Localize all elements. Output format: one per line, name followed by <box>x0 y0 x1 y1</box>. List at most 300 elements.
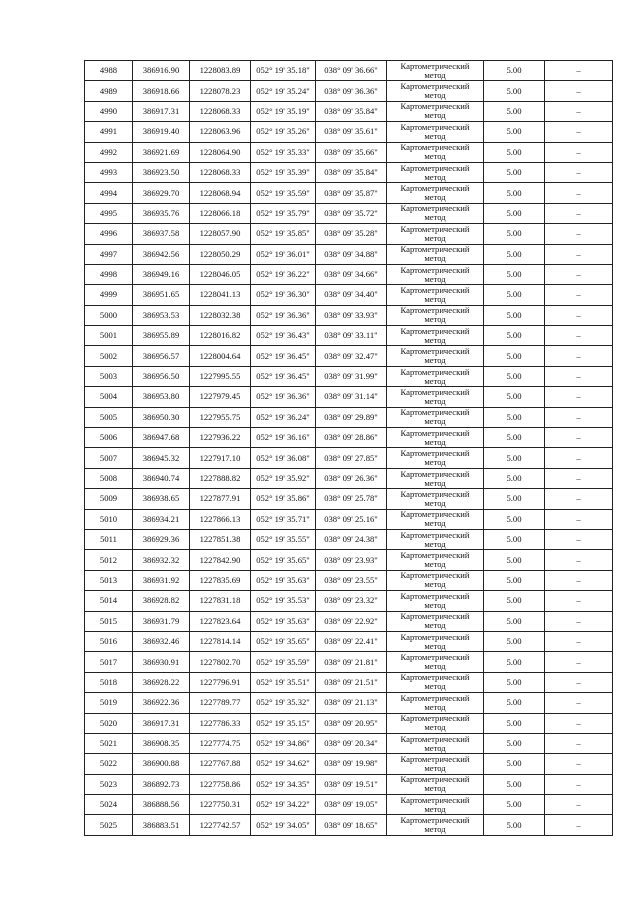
coordinates-table <box>84 60 613 836</box>
longitude-cell: 038° 09' 31.99" <box>316 366 387 386</box>
accuracy-cell: 5.00 <box>484 122 545 142</box>
y-coordinate-cell: 1227842.90 <box>190 550 251 570</box>
description-cell: – <box>545 203 613 223</box>
method-cell <box>387 224 484 244</box>
method-cell <box>387 81 484 101</box>
point-number-cell: 5004 <box>85 387 133 407</box>
longitude-cell: 038° 09' 35.28" <box>316 224 387 244</box>
table-row <box>85 387 613 407</box>
method-line-1: Картометрический <box>400 448 470 459</box>
table-row <box>85 162 613 182</box>
method-line-2: метод <box>424 824 446 835</box>
description-cell: – <box>545 754 613 774</box>
latitude-cell: 052° 19' 34.62" <box>251 754 316 774</box>
latitude-cell: 052° 19' 35.63" <box>251 611 316 631</box>
point-number-cell: 5000 <box>85 305 133 325</box>
method-line-2: метод <box>424 130 446 141</box>
y-coordinate-cell: 1227742.57 <box>190 815 251 835</box>
x-coordinate-cell: 386956.57 <box>133 346 190 366</box>
latitude-cell: 052° 19' 36.16" <box>251 428 316 448</box>
accuracy-cell: 5.00 <box>484 183 545 203</box>
latitude-cell: 052° 19' 36.36" <box>251 305 316 325</box>
longitude-cell: 038° 09' 34.66" <box>316 264 387 284</box>
description-cell: – <box>545 672 613 692</box>
x-coordinate-cell: 386940.74 <box>133 468 190 488</box>
longitude-cell: 038° 09' 21.13" <box>316 693 387 713</box>
description-cell: – <box>545 570 613 590</box>
point-number-cell: 5025 <box>85 815 133 835</box>
x-coordinate-cell: 386930.91 <box>133 652 190 672</box>
longitude-cell: 038° 09' 25.78" <box>316 489 387 509</box>
longitude-cell: 038° 09' 23.93" <box>316 550 387 570</box>
description-cell: – <box>545 489 613 509</box>
y-coordinate-cell: 1227814.14 <box>190 631 251 651</box>
longitude-cell: 038° 09' 32.47" <box>316 346 387 366</box>
method-cell <box>387 815 484 835</box>
x-coordinate-cell: 386932.46 <box>133 631 190 651</box>
method-cell <box>387 529 484 549</box>
method-line-1: Картометрический <box>400 794 470 805</box>
point-number-cell: 5003 <box>85 366 133 386</box>
point-number-cell: 5024 <box>85 795 133 815</box>
description-cell: – <box>545 468 613 488</box>
x-coordinate-cell: 386883.51 <box>133 815 190 835</box>
x-coordinate-cell: 386945.32 <box>133 448 190 468</box>
y-coordinate-cell: 1228063.96 <box>190 122 251 142</box>
accuracy-cell: 5.00 <box>484 570 545 590</box>
y-coordinate-cell: 1228041.13 <box>190 285 251 305</box>
x-coordinate-cell: 386929.70 <box>133 183 190 203</box>
accuracy-cell: 5.00 <box>484 326 545 346</box>
point-number-cell: 5023 <box>85 774 133 794</box>
point-number-cell: 5014 <box>85 591 133 611</box>
method-cell <box>387 652 484 672</box>
method-cell <box>387 693 484 713</box>
point-number-cell: 5002 <box>85 346 133 366</box>
method-line-2: метод <box>424 436 446 447</box>
table-row <box>85 346 613 366</box>
method-cell <box>387 162 484 182</box>
y-coordinate-cell: 1228032.38 <box>190 305 251 325</box>
point-number-cell: 4989 <box>85 81 133 101</box>
method-line-1: Картометрический <box>400 101 470 112</box>
accuracy-cell: 5.00 <box>484 489 545 509</box>
method-line-1: Картометрический <box>400 672 470 683</box>
x-coordinate-cell: 386955.89 <box>133 326 190 346</box>
accuracy-cell: 5.00 <box>484 448 545 468</box>
method-line-2: метод <box>424 355 446 366</box>
method-cell <box>387 101 484 121</box>
method-cell <box>387 468 484 488</box>
accuracy-cell: 5.00 <box>484 713 545 733</box>
accuracy-cell: 5.00 <box>484 550 545 570</box>
longitude-cell: 038° 09' 20.95" <box>316 713 387 733</box>
longitude-cell: 038° 09' 22.41" <box>316 631 387 651</box>
longitude-cell: 038° 09' 18.65" <box>316 815 387 835</box>
point-number-cell: 4995 <box>85 203 133 223</box>
latitude-cell: 052° 19' 36.45" <box>251 346 316 366</box>
method-line-1: Картометрический <box>400 244 470 255</box>
table-row <box>85 550 613 570</box>
x-coordinate-cell: 386922.36 <box>133 693 190 713</box>
accuracy-cell: 5.00 <box>484 366 545 386</box>
table-row <box>85 224 613 244</box>
accuracy-cell: 5.00 <box>484 142 545 162</box>
method-line-1: Картометрический <box>400 81 470 92</box>
y-coordinate-cell: 1228016.82 <box>190 326 251 346</box>
accuracy-cell: 5.00 <box>484 203 545 223</box>
table-row <box>85 693 613 713</box>
point-number-cell: 5016 <box>85 631 133 651</box>
x-coordinate-cell: 386932.32 <box>133 550 190 570</box>
accuracy-cell: 5.00 <box>484 529 545 549</box>
longitude-cell: 038° 09' 21.81" <box>316 652 387 672</box>
point-number-cell: 4996 <box>85 224 133 244</box>
method-line-2: метод <box>424 375 446 386</box>
method-line-1: Картометрический <box>400 162 470 173</box>
y-coordinate-cell: 1227866.13 <box>190 509 251 529</box>
method-line-2: метод <box>424 701 446 712</box>
latitude-cell: 052° 19' 35.32" <box>251 693 316 713</box>
method-line-2: метод <box>424 722 446 733</box>
method-line-2: метод <box>424 334 446 345</box>
point-number-cell: 4994 <box>85 183 133 203</box>
longitude-cell: 038° 09' 19.05" <box>316 795 387 815</box>
latitude-cell: 052° 19' 35.59" <box>251 652 316 672</box>
method-line-1: Картометрический <box>400 142 470 153</box>
longitude-cell: 038° 09' 36.66" <box>316 61 387 81</box>
latitude-cell: 052° 19' 34.86" <box>251 733 316 753</box>
accuracy-cell: 5.00 <box>484 774 545 794</box>
method-cell <box>387 631 484 651</box>
latitude-cell: 052° 19' 35.33" <box>251 142 316 162</box>
longitude-cell: 038° 09' 35.87" <box>316 183 387 203</box>
y-coordinate-cell: 1228004.64 <box>190 346 251 366</box>
accuracy-cell: 5.00 <box>484 815 545 835</box>
description-cell: – <box>545 183 613 203</box>
accuracy-cell: 5.00 <box>484 672 545 692</box>
description-cell: – <box>545 366 613 386</box>
table-row <box>85 183 613 203</box>
method-line-1: Картометрический <box>400 427 470 438</box>
table-row <box>85 203 613 223</box>
method-cell <box>387 244 484 264</box>
longitude-cell: 038° 09' 35.84" <box>316 162 387 182</box>
point-number-cell: 5007 <box>85 448 133 468</box>
latitude-cell: 052° 19' 36.01" <box>251 244 316 264</box>
y-coordinate-cell: 1228050.29 <box>190 244 251 264</box>
description-cell: – <box>545 529 613 549</box>
method-cell <box>387 61 484 81</box>
method-line-1: Картометрический <box>400 366 470 377</box>
table-row <box>85 509 613 529</box>
point-number-cell: 5022 <box>85 754 133 774</box>
x-coordinate-cell: 386900.88 <box>133 754 190 774</box>
description-cell: – <box>545 815 613 835</box>
method-line-2: метод <box>424 395 446 406</box>
method-line-2: метод <box>424 497 446 508</box>
description-cell: – <box>545 61 613 81</box>
description-cell: – <box>545 305 613 325</box>
x-coordinate-cell: 386918.66 <box>133 81 190 101</box>
point-number-cell: 5015 <box>85 611 133 631</box>
x-coordinate-cell: 386935.76 <box>133 203 190 223</box>
latitude-cell: 052° 19' 35.51" <box>251 672 316 692</box>
point-number-cell: 5017 <box>85 652 133 672</box>
y-coordinate-cell: 1227888.82 <box>190 468 251 488</box>
y-coordinate-cell: 1227789.77 <box>190 693 251 713</box>
description-cell: – <box>545 407 613 427</box>
longitude-cell: 038° 09' 35.61" <box>316 122 387 142</box>
longitude-cell: 038° 09' 36.36" <box>316 81 387 101</box>
method-cell <box>387 264 484 284</box>
y-coordinate-cell: 1228066.18 <box>190 203 251 223</box>
x-coordinate-cell: 386953.80 <box>133 387 190 407</box>
latitude-cell: 052° 19' 35.19" <box>251 101 316 121</box>
longitude-cell: 038° 09' 27.85" <box>316 448 387 468</box>
table-row <box>85 305 613 325</box>
y-coordinate-cell: 1227851.38 <box>190 529 251 549</box>
method-line-1: Картометрический <box>400 488 470 499</box>
point-number-cell: 5009 <box>85 489 133 509</box>
latitude-cell: 052° 19' 35.65" <box>251 631 316 651</box>
table-row <box>85 733 613 753</box>
table-row <box>85 489 613 509</box>
point-number-cell: 5021 <box>85 733 133 753</box>
latitude-cell: 052° 19' 35.26" <box>251 122 316 142</box>
latitude-cell: 052° 19' 35.24" <box>251 81 316 101</box>
x-coordinate-cell: 386951.65 <box>133 285 190 305</box>
x-coordinate-cell: 386947.68 <box>133 428 190 448</box>
method-line-1: Картометрический <box>400 529 470 540</box>
method-cell <box>387 795 484 815</box>
method-line-1: Картометрический <box>400 733 470 744</box>
y-coordinate-cell: 1227802.70 <box>190 652 251 672</box>
method-line-2: метод <box>424 803 446 814</box>
accuracy-cell: 5.00 <box>484 795 545 815</box>
method-cell <box>387 142 484 162</box>
x-coordinate-cell: 386950.30 <box>133 407 190 427</box>
y-coordinate-cell: 1228064.90 <box>190 142 251 162</box>
longitude-cell: 038° 09' 21.51" <box>316 672 387 692</box>
description-cell: – <box>545 285 613 305</box>
table-row <box>85 244 613 264</box>
method-line-2: метод <box>424 69 446 80</box>
point-number-cell: 5005 <box>85 407 133 427</box>
table-row <box>85 631 613 651</box>
longitude-cell: 038° 09' 31.14" <box>316 387 387 407</box>
method-cell <box>387 774 484 794</box>
table-row <box>85 428 613 448</box>
method-line-2: метод <box>424 232 446 243</box>
x-coordinate-cell: 386929.36 <box>133 529 190 549</box>
description-cell: – <box>545 509 613 529</box>
accuracy-cell: 5.00 <box>484 264 545 284</box>
method-cell <box>387 448 484 468</box>
method-line-1: Картометрический <box>400 264 470 275</box>
accuracy-cell: 5.00 <box>484 468 545 488</box>
table-row <box>85 672 613 692</box>
description-cell: – <box>545 326 613 346</box>
y-coordinate-cell: 1227750.31 <box>190 795 251 815</box>
accuracy-cell: 5.00 <box>484 81 545 101</box>
x-coordinate-cell: 386908.35 <box>133 733 190 753</box>
latitude-cell: 052° 19' 35.85" <box>251 224 316 244</box>
method-cell <box>387 611 484 631</box>
accuracy-cell: 5.00 <box>484 346 545 366</box>
point-number-cell: 4990 <box>85 101 133 121</box>
description-cell: – <box>545 774 613 794</box>
longitude-cell: 038° 09' 24.38" <box>316 529 387 549</box>
method-line-2: метод <box>424 762 446 773</box>
method-line-2: метод <box>424 90 446 101</box>
accuracy-cell: 5.00 <box>484 244 545 264</box>
method-line-1: Картометрический <box>400 692 470 703</box>
table-row <box>85 326 613 346</box>
table-row <box>85 754 613 774</box>
longitude-cell: 038° 09' 35.72" <box>316 203 387 223</box>
table-row <box>85 529 613 549</box>
y-coordinate-cell: 1228046.05 <box>190 264 251 284</box>
method-cell <box>387 489 484 509</box>
x-coordinate-cell: 386956.50 <box>133 366 190 386</box>
x-coordinate-cell: 386931.92 <box>133 570 190 590</box>
table-row <box>85 774 613 794</box>
point-number-cell: 5020 <box>85 713 133 733</box>
description-cell: – <box>545 122 613 142</box>
point-number-cell: 5006 <box>85 428 133 448</box>
method-cell <box>387 733 484 753</box>
method-cell <box>387 183 484 203</box>
method-line-2: метод <box>424 110 446 121</box>
table-row <box>85 264 613 284</box>
accuracy-cell: 5.00 <box>484 305 545 325</box>
method-cell <box>387 366 484 386</box>
method-line-1: Картометрический <box>400 183 470 194</box>
method-line-1: Картометрический <box>400 611 470 622</box>
description-cell: – <box>545 346 613 366</box>
table-row <box>85 122 613 142</box>
longitude-cell: 038° 09' 23.32" <box>316 591 387 611</box>
longitude-cell: 038° 09' 29.89" <box>316 407 387 427</box>
method-line-1: Картометрический <box>400 509 470 520</box>
point-number-cell: 4993 <box>85 162 133 182</box>
method-line-2: метод <box>424 151 446 162</box>
x-coordinate-cell: 386928.82 <box>133 591 190 611</box>
point-number-cell: 5008 <box>85 468 133 488</box>
method-cell <box>387 122 484 142</box>
description-cell: – <box>545 448 613 468</box>
table-row <box>85 652 613 672</box>
method-line-2: метод <box>424 253 446 264</box>
latitude-cell: 052° 19' 34.35" <box>251 774 316 794</box>
table-row <box>85 448 613 468</box>
table-row <box>85 366 613 386</box>
table-row <box>85 713 613 733</box>
method-cell <box>387 387 484 407</box>
method-line-2: метод <box>424 518 446 529</box>
accuracy-cell: 5.00 <box>484 509 545 529</box>
method-line-1: Картометрический <box>400 223 470 234</box>
accuracy-cell: 5.00 <box>484 387 545 407</box>
y-coordinate-cell: 1227774.75 <box>190 733 251 753</box>
method-line-1: Картометрический <box>400 590 470 601</box>
accuracy-cell: 5.00 <box>484 591 545 611</box>
description-cell: – <box>545 591 613 611</box>
y-coordinate-cell: 1227877.91 <box>190 489 251 509</box>
y-coordinate-cell: 1227758.86 <box>190 774 251 794</box>
accuracy-cell: 5.00 <box>484 224 545 244</box>
method-line-1: Картометрический <box>400 203 470 214</box>
longitude-cell: 038° 09' 35.66" <box>316 142 387 162</box>
x-coordinate-cell: 386917.31 <box>133 713 190 733</box>
method-cell <box>387 570 484 590</box>
longitude-cell: 038° 09' 33.11" <box>316 326 387 346</box>
y-coordinate-cell: 1228068.33 <box>190 101 251 121</box>
longitude-cell: 038° 09' 28.86" <box>316 428 387 448</box>
table-row <box>85 61 613 81</box>
method-line-1: Картометрический <box>400 284 470 295</box>
table-row <box>85 81 613 101</box>
accuracy-cell: 5.00 <box>484 631 545 651</box>
method-line-2: метод <box>424 477 446 488</box>
accuracy-cell: 5.00 <box>484 754 545 774</box>
y-coordinate-cell: 1227786.33 <box>190 713 251 733</box>
method-cell <box>387 713 484 733</box>
x-coordinate-cell: 386892.73 <box>133 774 190 794</box>
table-row <box>85 611 613 631</box>
latitude-cell: 052° 19' 36.24" <box>251 407 316 427</box>
latitude-cell: 052° 19' 35.39" <box>251 162 316 182</box>
description-cell: – <box>545 224 613 244</box>
latitude-cell: 052° 19' 35.53" <box>251 591 316 611</box>
table-row <box>85 591 613 611</box>
method-line-2: метод <box>424 681 446 692</box>
y-coordinate-cell: 1228083.89 <box>190 61 251 81</box>
point-number-cell: 5011 <box>85 529 133 549</box>
x-coordinate-cell: 386928.22 <box>133 672 190 692</box>
latitude-cell: 052° 19' 36.22" <box>251 264 316 284</box>
description-cell: – <box>545 81 613 101</box>
latitude-cell: 052° 19' 35.55" <box>251 529 316 549</box>
table-row <box>85 101 613 121</box>
longitude-cell: 038° 09' 23.55" <box>316 570 387 590</box>
latitude-cell: 052° 19' 35.71" <box>251 509 316 529</box>
latitude-cell: 052° 19' 35.79" <box>251 203 316 223</box>
accuracy-cell: 5.00 <box>484 101 545 121</box>
longitude-cell: 038° 09' 35.84" <box>316 101 387 121</box>
method-line-1: Картометрический <box>400 652 470 663</box>
method-cell <box>387 203 484 223</box>
description-cell: – <box>545 162 613 182</box>
method-cell <box>387 407 484 427</box>
method-line-2: метод <box>424 742 446 753</box>
latitude-cell: 052° 19' 34.22" <box>251 795 316 815</box>
point-number-cell: 5019 <box>85 693 133 713</box>
latitude-cell: 052° 19' 35.15" <box>251 713 316 733</box>
description-cell: – <box>545 244 613 264</box>
description-cell: – <box>545 713 613 733</box>
method-line-2: метод <box>424 416 446 427</box>
description-cell: – <box>545 652 613 672</box>
description-cell: – <box>545 142 613 162</box>
method-cell <box>387 550 484 570</box>
method-line-2: метод <box>424 293 446 304</box>
longitude-cell: 038° 09' 20.34" <box>316 733 387 753</box>
description-cell: – <box>545 693 613 713</box>
x-coordinate-cell: 386934.21 <box>133 509 190 529</box>
point-number-cell: 5010 <box>85 509 133 529</box>
